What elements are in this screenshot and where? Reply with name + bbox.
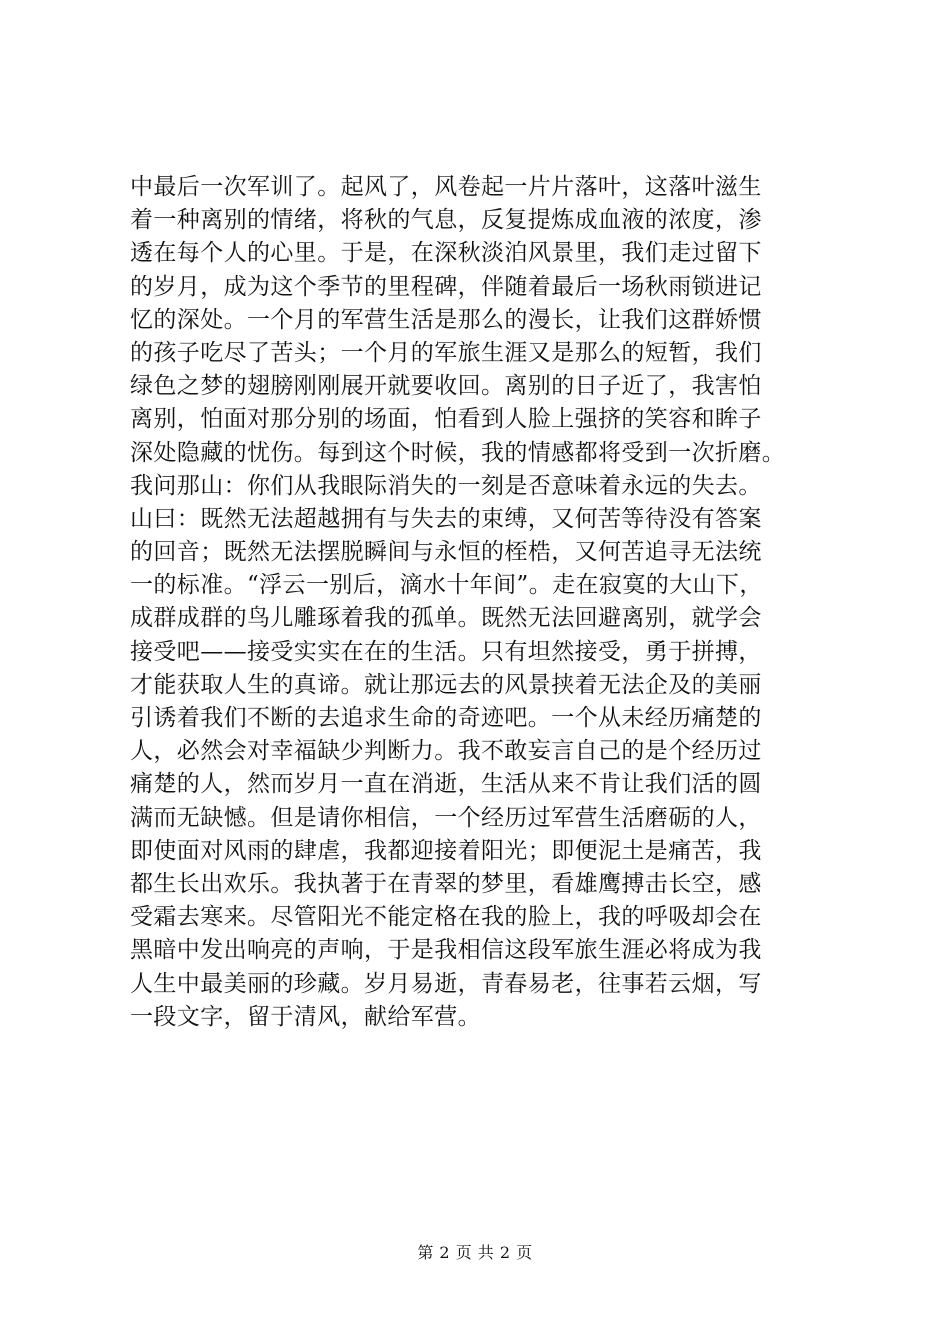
text-line: 的岁月，成为这个季节的里程碑，伴随着最后一场秋雨锁进记 xyxy=(130,273,762,300)
text-line: 人生中最美丽的珍藏。岁月易逝，青春易老，往事若云烟，写 xyxy=(130,970,762,997)
text-line: 透在每个人的心里。于是，在深秋淡泊风景里，我们走过留下 xyxy=(130,240,762,267)
text-line: 成群成群的鸟儿雕琢着我的孤单。既然无法回避离别，就学会 xyxy=(130,605,762,632)
text-line: 都生长出欢乐。我执著于在青翠的梦里，看雄鹰搏击长空，感 xyxy=(130,870,762,897)
text-line: 深处隐藏的忧伤。每到这个时候，我的情感都将受到一次折磨。 xyxy=(130,439,786,466)
text-line: 离别，怕面对那分别的场面，怕看到人脸上强挤的笑容和眸子 xyxy=(130,406,762,433)
page-number-footer: 第 2 页 共 2 页 xyxy=(417,1243,533,1262)
text-line: 接受吧——接受实实在在的生活。只有坦然接受，勇于拼搏， xyxy=(130,638,762,665)
text-line: 黑暗中发出响亮的声响，于是我相信这段军旅生涯必将成为我 xyxy=(130,937,762,964)
text-line: 痛楚的人，然而岁月一直在消逝，生活从来不肯让我们活的圆 xyxy=(130,771,762,798)
text-line: 着一种离别的情绪，将秋的气息，反复提炼成血液的浓度，渗 xyxy=(130,207,762,234)
text-line: 引诱着我们不断的去追求生命的奇迹吧。一个从未经历痛楚的 xyxy=(130,705,762,731)
text-line: 人，必然会对幸福缺少判断力。我不敢妄言自己的是个经历过 xyxy=(130,738,762,765)
text-line: 中最后一次军训了。起风了，风卷起一片片落叶，这落叶滋生 xyxy=(130,174,762,200)
text-line: 满而无缺憾。但是请你相信，一个经历过军营生活磨砺的人， xyxy=(130,804,762,831)
text-line: 的孩子吃尽了苦头；一个月的军旅生涯又是那么的短暂，我们 xyxy=(130,339,762,366)
text-line: 我问那山：你们从我眼际消失的一刻是否意味着永远的失去。 xyxy=(130,472,762,499)
text-line: 的回音；既然无法摆脱瞬间与永恒的桎梏，又何苦追寻无法统 xyxy=(130,539,762,566)
text-line: 一段文字，留于清风，献给军营。 xyxy=(130,1003,481,1030)
text-line: 忆的深处。一个月的军营生活是那么的漫长，让我们这群娇惯 xyxy=(130,306,762,333)
text-line: 一的标准。“浮云一别后，滴水十年间”。走在寂寞的大山下， xyxy=(130,572,763,599)
text-line: 才能获取人生的真谛。就让那远去的风景挟着无法企及的美丽 xyxy=(130,671,762,698)
text-line: 即使面对风雨的肆虐，我都迎接着阳光；即便泥土是痛苦，我 xyxy=(130,837,762,864)
text-line: 山曰：既然无法超越拥有与失去的束缚，又何苦等待没有答案 xyxy=(130,505,762,532)
body-text xyxy=(130,171,830,1034)
text-line: 绿色之梦的翅膀刚刚展开就要收回。离别的日子近了，我害怕 xyxy=(130,373,762,400)
text-line: 受霜去寒来。尽管阳光不能定格在我的脸上，我的呼吸却会在 xyxy=(130,904,762,931)
